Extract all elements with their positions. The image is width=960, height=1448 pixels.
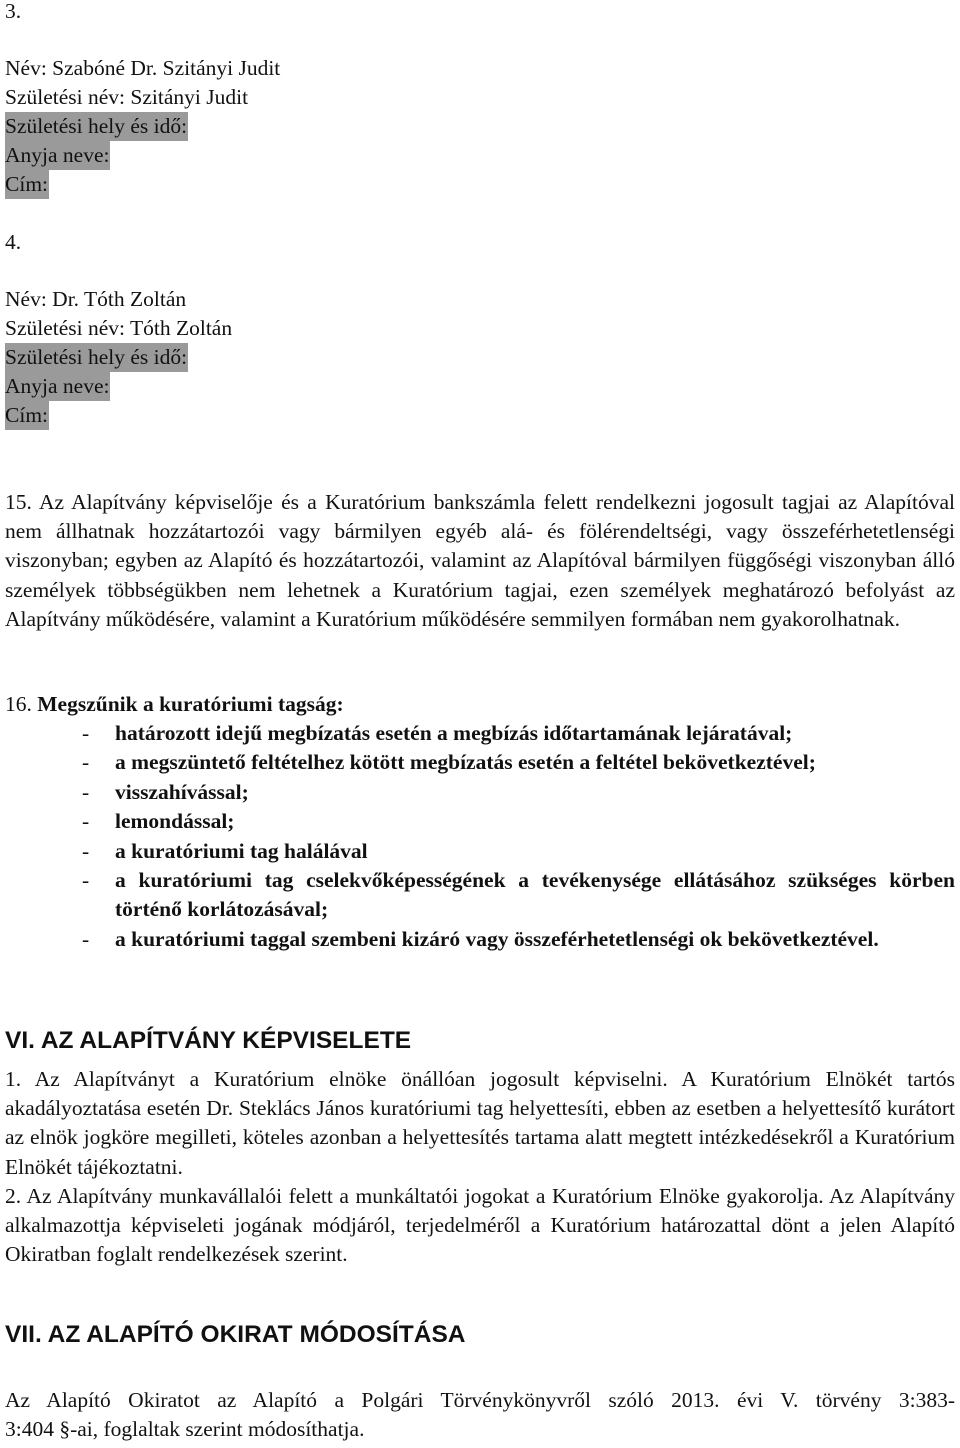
list-dash: - xyxy=(82,868,90,893)
section-15 xyxy=(5,488,955,634)
chapter-7-paragraph-line-2: 3:404 §-ai, foglaltak szerint módosíthatja. xyxy=(5,1417,365,1442)
person3-address: Cím: xyxy=(5,170,49,199)
list-dash: - xyxy=(82,779,90,804)
list-item xyxy=(5,925,955,954)
list-item-text: a kuratóriumi tag halálával xyxy=(115,838,368,863)
list-item-text: a megszüntető feltételhez kötött megbízatás esetén a feltétel bekövetkeztével; xyxy=(115,750,816,775)
list-dash: - xyxy=(82,750,90,775)
person4-name: Név: Dr. Tóth Zoltán xyxy=(5,287,187,311)
list-item xyxy=(5,778,955,807)
chapter-7-heading: VII. AZ ALAPÍTÓ OKIRAT MÓDOSÍTÁSA xyxy=(5,1321,466,1348)
list-dash: - xyxy=(82,838,90,863)
chapter-6-paragraph-1: 1. Az Alapítványt a Kuratórium elnöke önállóan jogosult képviselni. A Kuratórium Elnökét tartós akadályoztatása esetén Dr. Steklács János kuratóriumi tag helyettesíti, ebben az esetben a helyettesítő kurátort az elnök jogköre megilleti, köteles azonban a helyettesítés tartama alatt megtett intézkedésekről a Kuratórium Elnökét tájékoztatni. xyxy=(5,1067,955,1179)
list-dash: - xyxy=(82,926,90,951)
person4-address: Cím: xyxy=(5,401,49,430)
list-dash: - xyxy=(82,809,90,834)
chapter-7-body xyxy=(5,1386,955,1444)
person4-number: 4. xyxy=(5,230,22,254)
list-item-text: visszahívással; xyxy=(115,779,249,804)
list-item xyxy=(5,807,955,836)
list-item xyxy=(5,866,955,925)
list-item-text: határozott idejű megbízatás esetén a megbízás időtartamának lejáratával; xyxy=(115,721,793,745)
person4-birth-name: Születési név: Tóth Zoltán xyxy=(5,316,233,340)
section-15-text: 15. Az Alapítvány képviselője és a Kuratórium bankszámla felett rendelkezni jogosult tagjai az Alapítóval nem állhatnak hozzátartozói vagy bármilyen egyéb alá- és fölérendeltségi, vagy összeférhetetlenségi viszonyban; egyben az Alapító és hozzátartozói, valamint az Alapítóval bármilyen függőségi viszonyban álló személyek többségükben nem lehetnek a Kuratórium tagjai, ezen személyek meghatározó befolyást az Alapítvány működésére, valamint a Kuratórium működésére semmilyen formában nem gyakorolhatnak. xyxy=(5,490,955,631)
person3-birth-place-date: Születési hely és idő: xyxy=(5,112,188,141)
person3-name: Név: Szabóné Dr. Szitányi Judit xyxy=(5,56,281,80)
chapter-6-body xyxy=(5,1065,955,1269)
chapter-6-paragraph-2: 2. Az Alapítvány munkavállalói felett a munkáltatói jogokat a Kuratórium Elnöke gyakorolja. Az Alapítvány alkalmazottja képviseleti jogának módjáról, terjedelméről a Kuratórium határozattal dönt a jelen Alapító Okiratban foglalt rendelkezések szerint. xyxy=(5,1183,955,1267)
chapter-6-heading: VI. AZ ALAPÍTVÁNY KÉPVISELETE xyxy=(5,1027,412,1054)
section-16-number: 16. xyxy=(5,692,32,716)
list-item-text: a kuratóriumi taggal szembeni kizáró vagy összeférhetetlenségi ok bekövetkeztével. xyxy=(115,926,879,951)
person4-mother-name: Anyja neve: xyxy=(5,372,110,401)
section-16-list xyxy=(5,719,955,954)
person3-number: 3. xyxy=(5,0,22,23)
list-item-text: lemondással; xyxy=(115,809,235,834)
person3-mother-name: Anyja neve: xyxy=(5,141,110,170)
list-item xyxy=(5,748,955,777)
section-16-title: Megszűnik a kuratóriumi tagság: xyxy=(37,692,344,716)
person4-birth-place-date: Születési hely és idő: xyxy=(5,343,188,372)
list-dash: - xyxy=(82,721,90,745)
chapter-7-paragraph-line-1: Az Alapító Okiratot az Alapító a Polgári Törvénykönyvről szóló 2013. évi V. törvény 3:383- xyxy=(5,1388,955,1412)
list-item xyxy=(5,837,955,866)
list-item-text: a kuratóriumi tag cselekvőképességének a tevékenysége ellátásához szükséges körben történő korlátozásával; xyxy=(115,868,955,922)
person3-birth-name: Születési név: Szitányi Judit xyxy=(5,85,249,109)
list-item xyxy=(5,719,955,748)
section-16-title-line xyxy=(5,690,344,719)
